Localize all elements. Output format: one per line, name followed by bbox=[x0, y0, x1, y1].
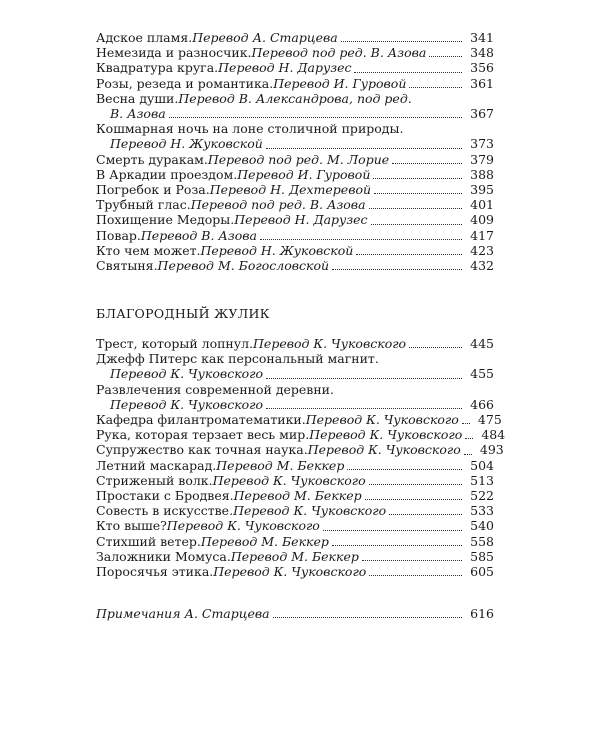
entry-title: Поросячья этика. bbox=[96, 564, 214, 580]
toc-entry bbox=[96, 606, 494, 621]
toc-entry bbox=[96, 121, 494, 151]
entry-title: Заложники Момуса. bbox=[96, 548, 231, 564]
toc-entry bbox=[96, 30, 494, 45]
toc-line bbox=[96, 91, 494, 106]
toc-entry bbox=[96, 473, 494, 488]
toc-entry bbox=[96, 228, 494, 243]
entry-translator: Перевод К. Чуковского bbox=[166, 518, 320, 534]
toc-line bbox=[96, 534, 494, 549]
entry-title: Кошмарная ночь на лоне столичной природы. bbox=[96, 121, 404, 137]
page-number: 379 bbox=[470, 151, 494, 167]
page-number: 356 bbox=[470, 60, 494, 76]
page-number: 484 bbox=[481, 427, 506, 443]
page-number: 513 bbox=[470, 472, 494, 488]
toc-line bbox=[96, 382, 494, 397]
section-heading: БЛАГОРОДНЫЙ ЖУЛИК bbox=[96, 306, 270, 321]
toc-line bbox=[96, 442, 504, 458]
entry-translator: Перевод В. Александрова, под ред. bbox=[178, 90, 412, 106]
toc-line bbox=[96, 473, 494, 488]
toc-entry bbox=[96, 91, 494, 121]
toc-line bbox=[96, 197, 494, 212]
toc-line bbox=[96, 152, 494, 167]
page-number: 455 bbox=[470, 366, 494, 382]
toc-entry bbox=[96, 152, 494, 167]
page-number: 522 bbox=[470, 488, 494, 504]
dot-leader bbox=[266, 377, 462, 379]
entry-title: Розы, резеда и романтика. bbox=[96, 75, 274, 91]
dot-leader bbox=[369, 574, 462, 576]
dot-leader bbox=[465, 437, 473, 439]
entry-translator: Перевод А. Старцева bbox=[192, 30, 338, 45]
entry-title: Похищение Медоры. bbox=[96, 212, 235, 228]
toc-entry bbox=[96, 488, 494, 503]
toc-line bbox=[96, 76, 494, 91]
entry-title: В Аркадии проездом. bbox=[96, 166, 238, 182]
entry-title: Совесть в искусстве. bbox=[96, 503, 234, 519]
entry-title: Развлечения современной деревни. bbox=[96, 381, 334, 397]
entry-translator: Перевод М. Беккер bbox=[233, 488, 362, 504]
toc-entry bbox=[96, 564, 494, 579]
dot-leader bbox=[323, 529, 462, 531]
dot-leader bbox=[266, 147, 462, 149]
toc-line bbox=[96, 258, 494, 273]
toc-entry bbox=[96, 258, 494, 273]
entry-title: Джефф Питерс как персональный магнит. bbox=[96, 351, 379, 367]
toc-line bbox=[96, 30, 494, 45]
toc-entry bbox=[96, 503, 494, 518]
toc-line bbox=[96, 243, 494, 258]
entry-translator: Перевод И. Гуровой bbox=[273, 75, 407, 91]
toc-line-continued bbox=[96, 366, 494, 381]
dot-leader bbox=[371, 223, 462, 225]
page-number: 533 bbox=[470, 503, 494, 519]
toc-entry bbox=[96, 412, 502, 428]
dot-leader bbox=[356, 253, 462, 255]
entry-title: Супружество как точная наука. bbox=[96, 442, 308, 458]
toc-entry bbox=[96, 197, 494, 212]
dot-leader bbox=[389, 513, 462, 515]
page-number: 558 bbox=[470, 533, 494, 549]
entry-translator: Перевод под ред. М. Лорие bbox=[207, 151, 390, 167]
toc-line bbox=[96, 60, 494, 75]
entry-translator: Перевод К. Чуковского bbox=[233, 503, 387, 519]
toc-entry bbox=[96, 212, 494, 227]
toc-entry bbox=[96, 45, 494, 60]
toc-line bbox=[96, 503, 494, 518]
dot-leader bbox=[392, 162, 462, 164]
entry-title: Весна души. bbox=[96, 90, 179, 106]
page-number: 401 bbox=[470, 197, 494, 213]
toc-line-continued bbox=[96, 106, 494, 121]
entry-translator: Перевод Н. Дарузес bbox=[218, 60, 352, 76]
entry-translator: Перевод В. Азова bbox=[140, 227, 257, 243]
page-number: 341 bbox=[470, 30, 494, 45]
dot-leader bbox=[374, 192, 462, 194]
page-number: 605 bbox=[470, 564, 494, 580]
page-number: 616 bbox=[470, 606, 494, 621]
dot-leader bbox=[341, 40, 462, 42]
entry-translator: Перевод М. Беккер bbox=[216, 457, 345, 473]
entry-translator: Перевод Н. Дехтеревой bbox=[209, 182, 372, 198]
entry-title: Трубный глас. bbox=[96, 197, 191, 213]
toc-entry bbox=[96, 182, 494, 197]
page-number: 585 bbox=[470, 548, 494, 564]
page-number: 466 bbox=[470, 396, 494, 412]
entry-title: Смерть дуракам. bbox=[96, 151, 208, 167]
toc-line bbox=[96, 458, 494, 473]
entry-title: Святыня. bbox=[96, 258, 158, 274]
page-number: 432 bbox=[470, 258, 494, 274]
entry-translator: Примечания А. Старцева bbox=[96, 606, 270, 621]
entry-title: Стихший ветер. bbox=[96, 533, 201, 549]
entry-title: Квадратура круга. bbox=[96, 60, 219, 76]
dot-leader bbox=[369, 483, 462, 485]
toc-section-2 bbox=[96, 336, 506, 580]
entry-title: Кто чем может. bbox=[96, 242, 201, 258]
entry-title: Кафедра филантроматематики. bbox=[96, 412, 306, 428]
entry-translator: Перевод К. Чуковского bbox=[212, 472, 366, 488]
toc-entry bbox=[96, 442, 504, 458]
dot-leader bbox=[362, 559, 462, 561]
toc-entry bbox=[96, 458, 494, 473]
dot-leader bbox=[429, 55, 462, 57]
page-number: 367 bbox=[470, 106, 494, 122]
toc-entry bbox=[96, 427, 506, 443]
page-number: 348 bbox=[470, 45, 494, 61]
toc-entry bbox=[96, 167, 494, 182]
toc-entry bbox=[96, 76, 494, 91]
page-number: 388 bbox=[470, 166, 494, 182]
page-number: 493 bbox=[479, 442, 504, 458]
page-number: 373 bbox=[470, 136, 494, 152]
page-number: 475 bbox=[477, 412, 502, 428]
toc-entry bbox=[96, 60, 494, 75]
toc-line bbox=[96, 336, 494, 351]
dot-leader bbox=[332, 268, 462, 270]
dot-leader bbox=[260, 238, 462, 240]
dot-leader bbox=[369, 207, 462, 209]
toc-line-continued bbox=[96, 136, 494, 151]
dot-leader bbox=[365, 498, 462, 500]
page-number: 540 bbox=[470, 518, 494, 534]
entry-translator: Перевод К. Чуковского bbox=[110, 366, 264, 382]
toc-entry bbox=[96, 351, 494, 381]
toc-line bbox=[96, 564, 494, 579]
dot-leader bbox=[354, 71, 462, 73]
page-number: 409 bbox=[470, 212, 494, 228]
toc-line bbox=[96, 45, 494, 60]
toc-line-continued bbox=[96, 397, 494, 412]
entry-translator: Перевод М. Беккер bbox=[200, 533, 329, 549]
toc-line bbox=[96, 121, 494, 136]
entry-title: Адское пламя. bbox=[96, 30, 193, 45]
toc-notes bbox=[96, 606, 494, 621]
entry-translator: Перевод К. Чуковского bbox=[110, 396, 264, 412]
page-number: 361 bbox=[470, 75, 494, 91]
toc-line bbox=[96, 228, 494, 243]
toc-entry bbox=[96, 534, 494, 549]
toc-entry bbox=[96, 518, 494, 533]
entry-translator: Перевод Н. Жуковской bbox=[110, 136, 263, 152]
toc-entry bbox=[96, 336, 494, 351]
entry-translator: Перевод под ред. В. Азова bbox=[190, 197, 366, 213]
dot-leader bbox=[409, 346, 462, 348]
entry-translator: Перевод Н. Дарузес bbox=[234, 212, 368, 228]
toc-line bbox=[96, 182, 494, 197]
page-number: 395 bbox=[470, 182, 494, 198]
entry-title: Простаки с Бродвея. bbox=[96, 488, 234, 504]
entry-translator: Перевод К. Чуковского bbox=[307, 442, 461, 458]
page-number: 504 bbox=[470, 457, 494, 473]
page-number: 445 bbox=[470, 336, 494, 351]
entry-translator: Перевод К. Чуковского bbox=[253, 336, 407, 351]
entry-translator: Перевод И. Гуровой bbox=[237, 166, 371, 182]
entry-translator: Перевод М. Беккер bbox=[230, 548, 359, 564]
dot-leader bbox=[462, 422, 470, 424]
entry-translator: Перевод К. Чуковского bbox=[213, 564, 367, 580]
dot-leader bbox=[464, 453, 472, 455]
dot-leader bbox=[332, 544, 462, 546]
dot-leader bbox=[409, 86, 462, 88]
toc-line bbox=[96, 427, 506, 443]
dot-leader bbox=[169, 116, 462, 118]
dot-leader bbox=[347, 468, 462, 470]
toc-entry bbox=[96, 549, 494, 564]
dot-leader bbox=[266, 407, 462, 409]
toc-line bbox=[96, 606, 494, 621]
dot-leader bbox=[273, 616, 462, 618]
toc-line bbox=[96, 549, 494, 564]
entry-translator: Перевод Н. Жуковской bbox=[200, 242, 354, 258]
toc-entry bbox=[96, 243, 494, 258]
toc-line bbox=[96, 488, 494, 503]
entry-title: Немезида и разносчик. bbox=[96, 45, 252, 61]
entry-title: Стриженый волк. bbox=[96, 472, 213, 488]
toc-entry bbox=[96, 382, 494, 412]
entry-translator: Перевод под ред. В. Азова bbox=[251, 45, 427, 61]
toc-line bbox=[96, 167, 494, 182]
toc-line bbox=[96, 412, 502, 428]
toc-line bbox=[96, 351, 494, 366]
entry-title: Летний маскарад. bbox=[96, 457, 217, 473]
dot-leader bbox=[373, 177, 462, 179]
toc-line bbox=[96, 212, 494, 227]
entry-translator: Перевод М. Богословской bbox=[157, 258, 330, 274]
entry-title: Погребок и Роза. bbox=[96, 182, 210, 198]
entry-title: Рука, которая терзает весь мир. bbox=[96, 427, 310, 443]
page-number: 423 bbox=[470, 242, 494, 258]
page-number: 417 bbox=[470, 227, 494, 243]
entry-translator: Перевод К. Чуковского bbox=[305, 412, 459, 428]
toc-line bbox=[96, 518, 494, 533]
entry-title: Кто выше? bbox=[96, 518, 167, 534]
entry-title: Трест, который лопнул. bbox=[96, 336, 254, 351]
entry-title: Повар. bbox=[96, 227, 141, 243]
entry-translator: Перевод К. Чуковского bbox=[309, 427, 463, 443]
toc-section-1 bbox=[96, 30, 494, 273]
entry-translator: В. Азова bbox=[110, 106, 166, 122]
